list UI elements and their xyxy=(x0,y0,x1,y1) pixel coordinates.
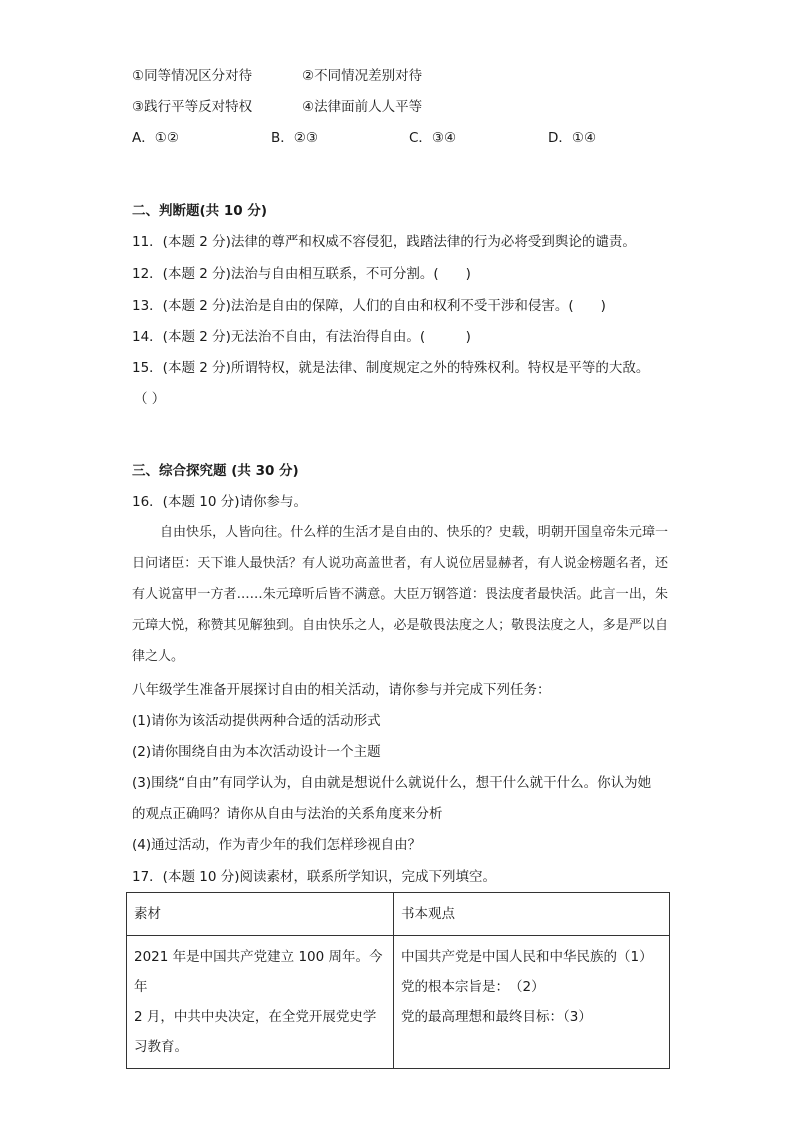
section-title-judgment: 二、判断题(共 10 分) xyxy=(132,203,268,219)
section-title-comprehensive: 三、综合探究题 (共 30 分) xyxy=(132,463,299,479)
option-1: ①同等情况区分对待 xyxy=(132,68,253,84)
question-17: 17．(本题 10 分)阅读素材，联系所学知识，完成下列填空。 xyxy=(132,869,496,885)
table-header-row xyxy=(127,893,670,936)
table-header-material: 素材 xyxy=(127,893,394,936)
choice-d: D．①④ xyxy=(548,130,597,146)
task-3-line-2: 的观点正确吗？请你从自由与法治的关系角度来分析 xyxy=(132,806,443,822)
question-14: 14．(本题 2 分)无法治不自由，有法治得自由。( ) xyxy=(132,329,471,345)
task-3-line-1: (3)围绕“自由”有同学认为，自由就是想说什么就说什么，想干什么就干什么。你认为她 xyxy=(132,775,652,791)
option-4: ④法律面前人人平等 xyxy=(302,99,423,115)
table-row xyxy=(127,936,670,1069)
reading-material-text: 自由快乐，人皆向往。什么样的生活才是自由的、快乐的？史载，明朝开国皇帝朱元璋一日问诸臣：天下谁人最快活？有人说功高盖世者，有人说位居显赫者，有人说金榜题名者，还有人说富甲一方者……朱元璋听后皆不满意。大臣万钢答道：畏法度者最快活。此言一出，朱元璋大悦，称赞其见解独到。自由快乐之人，必是敬畏法度之人；敬畏法度之人，多是严以自律之人。 xyxy=(132,525,668,664)
viewpoint-line-1: 中国共产党是中国人民和中华民族的（1） xyxy=(401,949,653,965)
material-line-1: 2021 年是中国共产党建立 100 周年。今年 xyxy=(134,949,383,995)
table-cell-material xyxy=(127,936,394,1069)
question-16: 16．(本题 10 分)请你参与。 xyxy=(132,494,307,510)
choice-b: B．②③ xyxy=(271,130,318,146)
table-cell-viewpoint xyxy=(394,936,670,1069)
choice-a: A．①② xyxy=(132,130,179,146)
viewpoint-line-2: 党的根本宗旨是： （2） xyxy=(401,979,545,995)
task-1: (1)请你为该活动提供两种合适的活动形式 xyxy=(132,713,381,729)
fill-in-table xyxy=(126,892,670,1069)
question-11: 11．(本题 2 分)法律的尊严和权威不容侵犯，践踏法律的行为必将受到舆论的谴责。 xyxy=(132,234,636,250)
task-2: (2)请你围绕自由为本次活动设计一个主题 xyxy=(132,744,381,760)
reading-material xyxy=(132,517,668,672)
material-line-3: 习教育。 xyxy=(134,1039,188,1055)
task-intro: 八年级学生准备开展探讨自由的相关活动，请你参与并完成下列任务： xyxy=(132,682,551,698)
option-3: ③践行平等反对特权 xyxy=(132,99,253,115)
question-15: 15．(本题 2 分)所谓特权，就是法律、制度规定之外的特殊权利。特权是平等的大敌。 xyxy=(132,360,650,376)
material-line-2: 2 月，中共中央决定，在全党开展党史学 xyxy=(134,1009,377,1025)
choice-c: C．③④ xyxy=(409,130,457,146)
table-header-viewpoint: 书本观点 xyxy=(394,893,670,936)
question-12: 12．(本题 2 分)法治与自由相互联系，不可分割。( ) xyxy=(132,266,471,282)
option-2: ②不同情况差别对待 xyxy=(302,68,423,84)
question-15-answer-paren: （ ） xyxy=(134,391,166,407)
task-4: (4)通过活动，作为青少年的我们怎样珍视自由？ xyxy=(132,837,422,853)
viewpoint-line-3: 党的最高理想和最终目标：（3） xyxy=(401,1009,592,1025)
question-13: 13．(本题 2 分)法治是自由的保障，人们的自由和权利不受干涉和侵害。( ) xyxy=(132,298,606,314)
